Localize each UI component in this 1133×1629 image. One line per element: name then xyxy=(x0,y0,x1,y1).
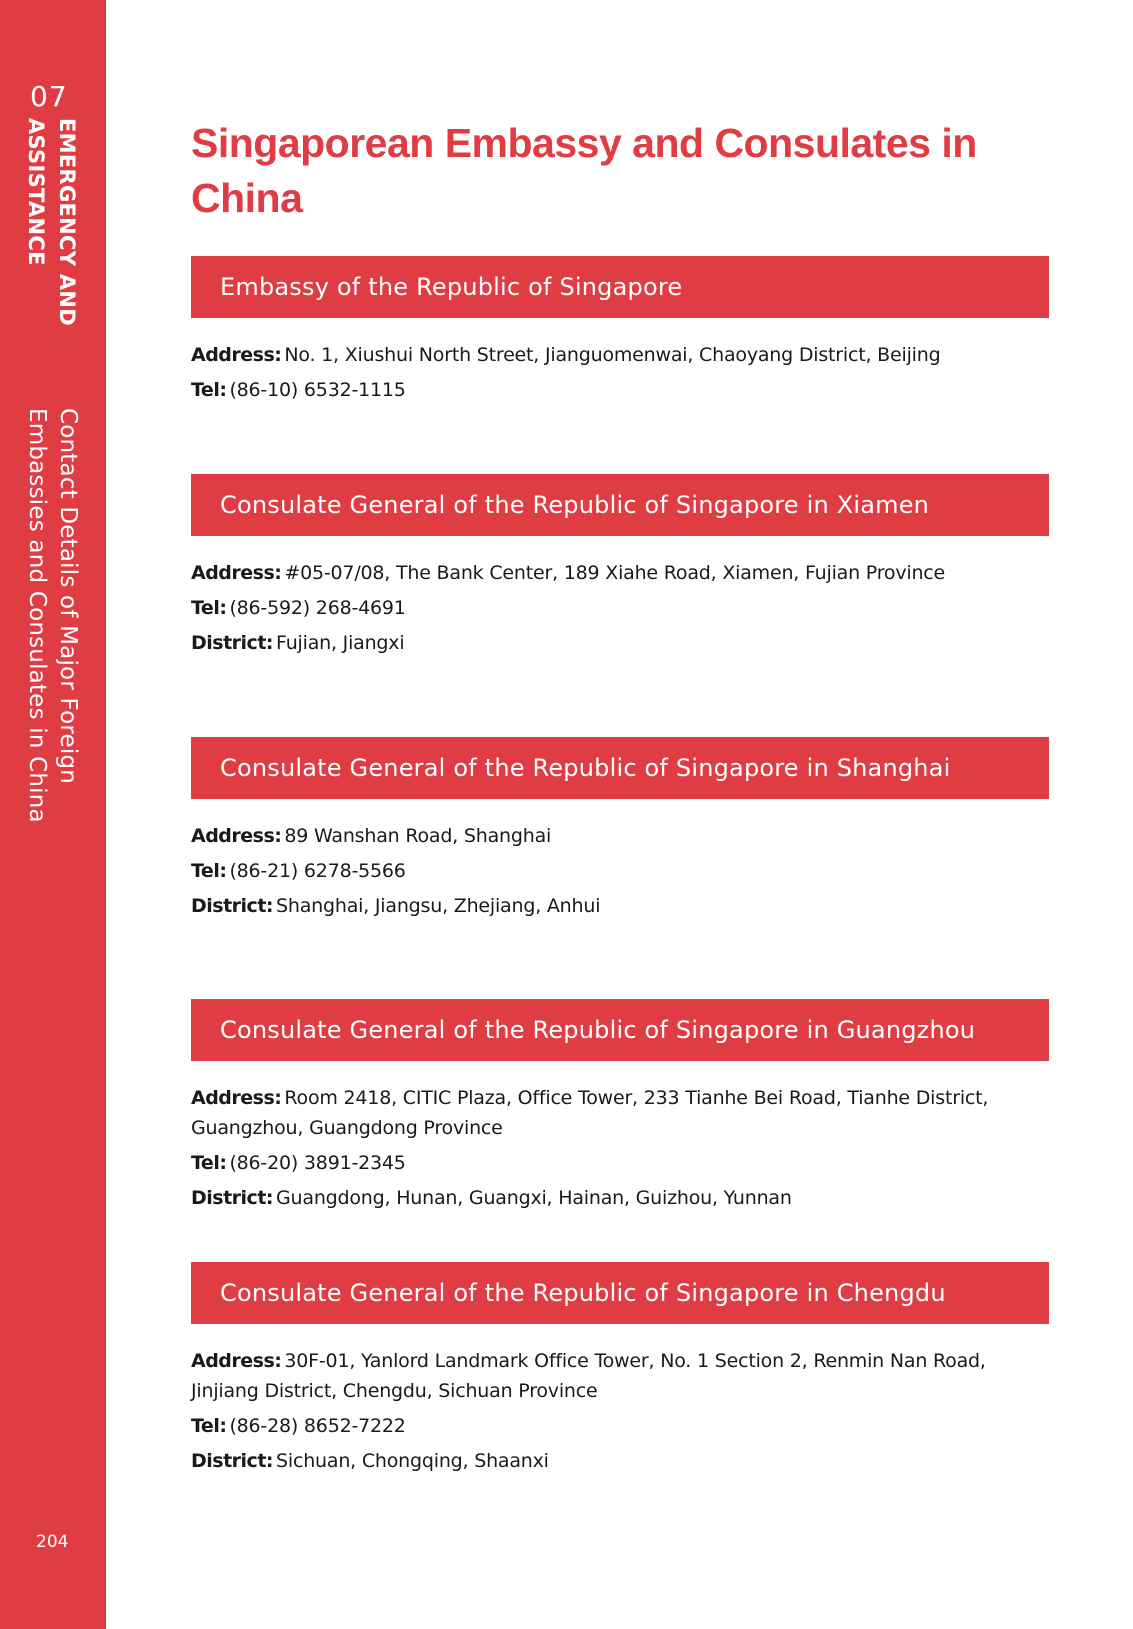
district-value: Guangdong, Hunan, Guangxi, Hainan, Guizhou, Yunnan xyxy=(276,1187,792,1209)
district-label: District: xyxy=(191,1187,274,1209)
address-row xyxy=(191,1346,1001,1406)
tel-value: (86-592) 268-4691 xyxy=(229,597,406,619)
district-row xyxy=(191,628,1001,658)
district-value: Shanghai, Jiangsu, Zhejiang, Anhui xyxy=(276,895,601,917)
section-shanghai xyxy=(191,737,1049,926)
section-chengdu xyxy=(191,1262,1049,1481)
tel-row xyxy=(191,375,1001,405)
tel-label: Tel: xyxy=(191,597,227,619)
section-body xyxy=(191,1061,1049,1213)
tel-row xyxy=(191,856,1001,886)
address-value: #05-07/08, The Bank Center, 189 Xiahe Road, Xiamen, Fujian Province xyxy=(284,562,946,584)
chapter-sidebar xyxy=(0,0,106,1629)
address-label: Address: xyxy=(191,1087,282,1109)
address-label: Address: xyxy=(191,344,282,366)
tel-row xyxy=(191,1411,1001,1441)
tel-row xyxy=(191,593,1001,623)
section-body xyxy=(191,799,1049,921)
district-value: Sichuan, Chongqing, Shaanxi xyxy=(276,1450,549,1472)
section-body xyxy=(191,1324,1049,1476)
address-value: Room 2418, CITIC Plaza, Office Tower, 233 Tianhe Bei Road, Tianhe District, Guangzhou, Guangdong Province xyxy=(191,1087,989,1139)
chapter-number: 07 xyxy=(30,80,68,113)
address-value: 30F-01, Yanlord Landmark Office Tower, No. 1 Section 2, Renmin Nan Road, Jinjiang District, Chengdu, Sichuan Province xyxy=(191,1350,986,1402)
district-label: District: xyxy=(191,632,274,654)
section-title: Consulate General of the Republic of Singapore in Xiamen xyxy=(191,474,1049,536)
address-row xyxy=(191,1083,1001,1143)
address-row xyxy=(191,558,1001,588)
section-title: Embassy of the Republic of Singapore xyxy=(191,256,1049,318)
tel-value: (86-10) 6532-1115 xyxy=(229,379,406,401)
section-embassy xyxy=(191,256,1049,410)
section-title: Consulate General of the Republic of Singapore in Guangzhou xyxy=(191,999,1049,1061)
district-label: District: xyxy=(191,895,274,917)
district-row xyxy=(191,1446,1001,1476)
tel-label: Tel: xyxy=(191,1152,227,1174)
district-value: Fujian, Jiangxi xyxy=(276,632,405,654)
address-label: Address: xyxy=(191,1350,282,1372)
section-body xyxy=(191,536,1049,658)
district-row xyxy=(191,1183,1001,1213)
district-label: District: xyxy=(191,1450,274,1472)
page-title: Singaporean Embassy and Consulates in China xyxy=(191,120,977,221)
address-row xyxy=(191,340,1001,370)
tel-value: (86-21) 6278-5566 xyxy=(229,860,406,882)
section-guangzhou xyxy=(191,999,1049,1218)
address-label: Address: xyxy=(191,562,282,584)
chapter-title-line1: EMERGENCY AND xyxy=(55,118,79,327)
section-title: Consulate General of the Republic of Singapore in Shanghai xyxy=(191,737,1049,799)
tel-value: (86-20) 3891-2345 xyxy=(229,1152,406,1174)
tel-label: Tel: xyxy=(191,1415,227,1437)
section-xiamen xyxy=(191,474,1049,663)
address-value: 89 Wanshan Road, Shanghai xyxy=(284,825,552,847)
section-title: Consulate General of the Republic of Singapore in Chengdu xyxy=(191,1262,1049,1324)
address-value: No. 1, Xiushui North Street, Jianguomenwai, Chaoyang District, Beijing xyxy=(284,344,941,366)
chapter-subtitle-line1: Contact Details of Major Foreign xyxy=(55,408,81,785)
chapter-title-line2: ASSISTANCE xyxy=(24,118,48,266)
district-row xyxy=(191,891,1001,921)
address-row xyxy=(191,821,1001,851)
tel-label: Tel: xyxy=(191,860,227,882)
chapter-heading xyxy=(0,118,106,868)
address-label: Address: xyxy=(191,825,282,847)
tel-value: (86-28) 8652-7222 xyxy=(229,1415,406,1437)
tel-row xyxy=(191,1148,1001,1178)
page-number: 204 xyxy=(36,1532,69,1552)
section-body xyxy=(191,318,1049,405)
chapter-subtitle-line2: Embassies and Consulates in China xyxy=(24,408,50,823)
tel-label: Tel: xyxy=(191,379,227,401)
